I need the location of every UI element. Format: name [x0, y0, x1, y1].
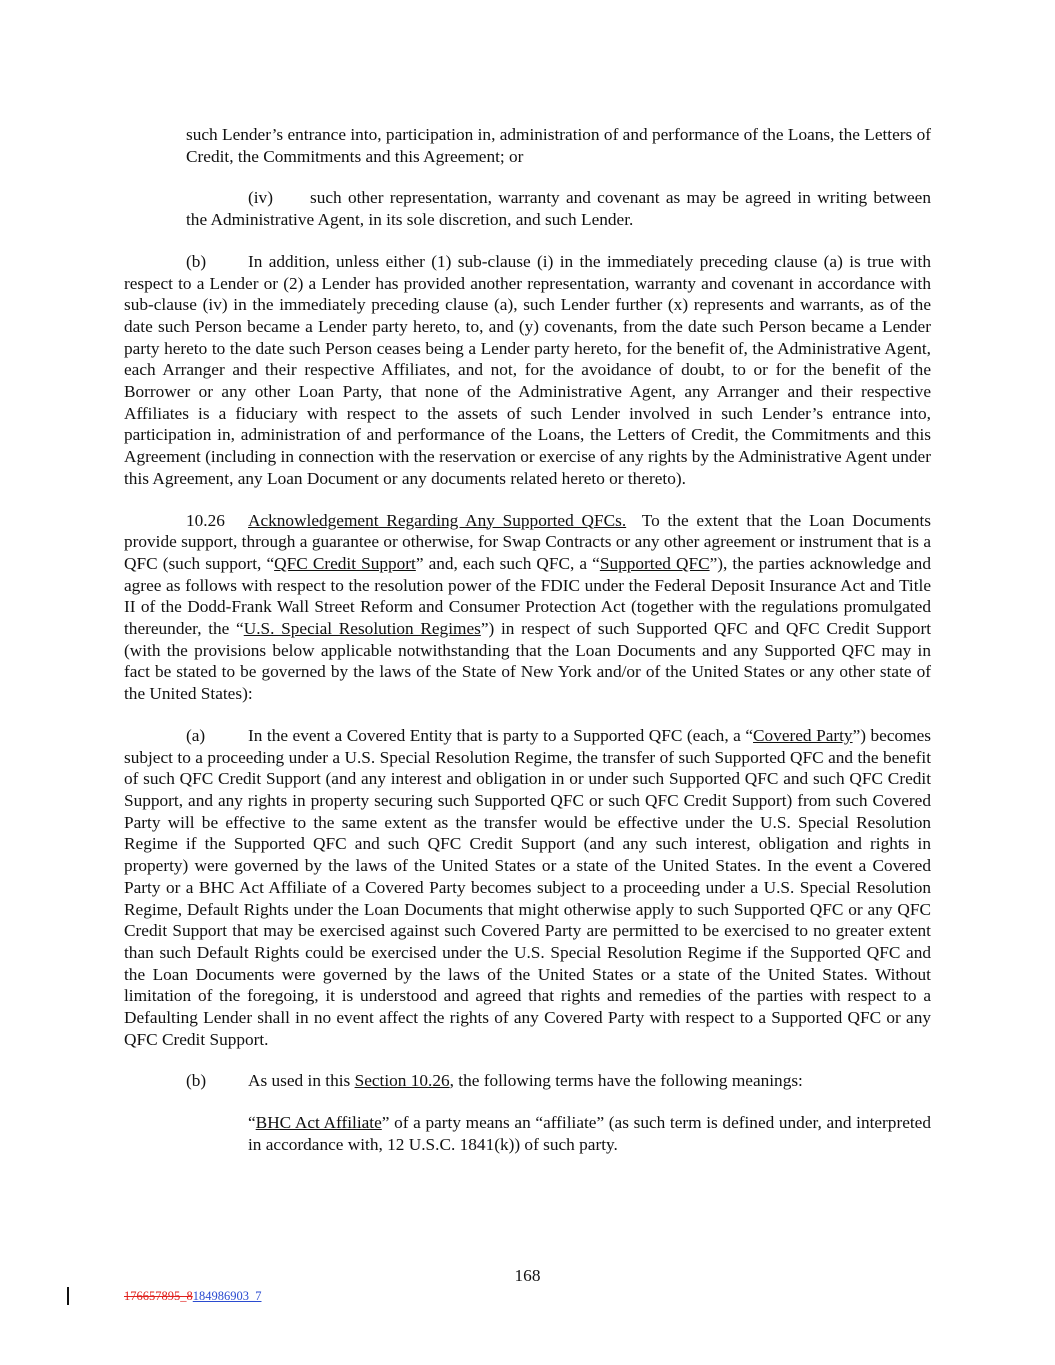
section-number: 10.26 [186, 510, 225, 530]
section-10-26 [124, 510, 931, 705]
paragraph-text: “ [248, 1113, 256, 1133]
paragraph-clause-a [124, 725, 931, 1051]
paragraph-text: such Lender’s entrance into, participation in, administration of and performance of the Loans, the Letters of Credit, the Commitments and this Agreement; or [186, 125, 931, 166]
defined-term: Supported QFC [599, 553, 710, 573]
paragraph-text: ”) in respect of such Supported QFC and QFC Credit Support (with the provisions below applicable notwithstanding that the Loan Documents and any Supported QFC may in fact be stated to be governed by the laws of the State of New York and/or of the United States or any other state of the United States): [124, 619, 932, 704]
defined-term: Covered Party [753, 725, 853, 745]
change-bar [67, 1287, 69, 1305]
docid-inserted: 184986903_7 [192, 1289, 262, 1303]
docid-deleted: 176657895_8 [124, 1289, 193, 1303]
clause-label: (b) [186, 1071, 207, 1091]
document-page [124, 124, 931, 1156]
paragraph-clause-iv [186, 187, 931, 230]
clause-label: (b) [186, 251, 207, 271]
defined-term: U.S. Special Resolution Regimes [243, 619, 481, 639]
definition-bhc-act-affiliate [248, 1112, 931, 1155]
paragraph-text: ”) becomes subject to a proceeding under a U.S. Special Resolution Regime, the transfer of such Supported QFC and the benefit of such QFC Credit Support (and any interest and obligation in or under such Supported QFC and such QFC Credit Support, and any rights in property securing such Supported QFC or such QFC Credit Support) from such Covered Party will be effective to the same extent as the transfer would be effective under the U.S. Special Resolution Regime if the Supported QFC and such QFC Credit Support (and any such interest, obligation and rights in property) were governed by the laws of the United States or a state of the United States. In the event a Covered Party or a BHC Act Affiliate of a Covered Party becomes subject to a proceeding under a U.S. Special Resolution Regime, Default Rights under the Loan Documents that might otherwise apply to such Supported QFC or any QFC Credit Support that may be exercised against such Covered Party are permitted to be exercised to no greater extent than such Default Rights could be exercised under the U.S. Special Resolution Regime if the Supported QFC and the Loan Documents were governed by the laws of the United States or a state of the United States. Without limitation of the foregoing, it is understood and agreed that rights and remedies of the parties with respect to a Defaulting Lender shall in no event affect the rights of any Covered Party with respect to a Supported QFC or any QFC Credit Support. [124, 725, 931, 1049]
defined-term: BHC Act Affiliate [255, 1113, 382, 1133]
paragraph-clause-b [124, 251, 931, 490]
paragraph-clause-b-definitions [124, 1070, 931, 1092]
paragraph-text: , the following terms have the following meanings: [449, 1071, 803, 1091]
paragraph-text: As used in this [248, 1071, 355, 1091]
paragraph-text: ” of a party means an “affiliate” (as such term is defined under, and interpreted in accordance with, 12 U.S.C. 1841(k)) of such party. [248, 1113, 931, 1154]
clause-label: (iv) [248, 188, 273, 208]
paragraph-text: To the extent that the Loan Documents provide support, through a guarantee or otherwise, for Swap Contracts or any other agreement or instrument that is a QFC (such support, “ [124, 510, 931, 573]
paragraph-text: ”), the parties acknowledge and agree as follows with respect to the resolution power of the FDIC under the Federal Deposit Insurance Act and Title II of the Dodd-Frank Wall Street Reform and Consumer Protection Act (together with the regulations promulgated thereunder, the “ [124, 553, 931, 639]
paragraph-text: ” and, each such QFC, a “ [415, 553, 600, 573]
paragraph-continuation [186, 124, 931, 167]
paragraph-text: such other representation, warranty and covenant as may be agreed in writing between the Administrative Agent, in its sole discretion, and such Lender. [186, 188, 931, 230]
paragraph-text: In addition, unless either (1) sub-clause (i) in the immediately preceding clause (a) is true with respect to a Lender or (2) a Lender has provided another representation, warranty and covenant in accordance with sub-clause (iv) in the immediately preceding clause (a), such Lender further (x) represents and warrants, as of the date such Person became a Lender party hereto, to, and (y) covenants, from the date such Person became a Lender party hereto to the date such Person ceases being a Lender party hereto, for the benefit of, the Administrative Agent, each Arranger and their respective Affiliates, and not, for the avoidance of doubt, to or for the benefit of the Borrower or any other Loan Party, that none of the Administrative Agent, any Arranger and their respective Affiliates is a fiduciary with respect to the assets of such Lender involved in such Lender’s entrance into, participation in, administration of and performance of the Loans, the Letters of Credit, the Commitments and this Agreement (including in connection with the reservation or exercise of any rights by the Administrative Agent under this Agreement, any Loan Document or any documents related hereto or thereto). [124, 251, 931, 488]
defined-term: QFC Credit Support [274, 553, 416, 573]
document-id [124, 1289, 262, 1304]
paragraph-text: In the event a Covered Entity that is party to a Supported QFC (each, a “ [248, 725, 754, 745]
section-heading: Acknowledgement Regarding Any Supported QFCs. [248, 510, 627, 530]
section-reference: Section 10.26 [354, 1071, 450, 1091]
clause-label: (a) [186, 725, 206, 745]
page-number: 168 [514, 1266, 541, 1285]
